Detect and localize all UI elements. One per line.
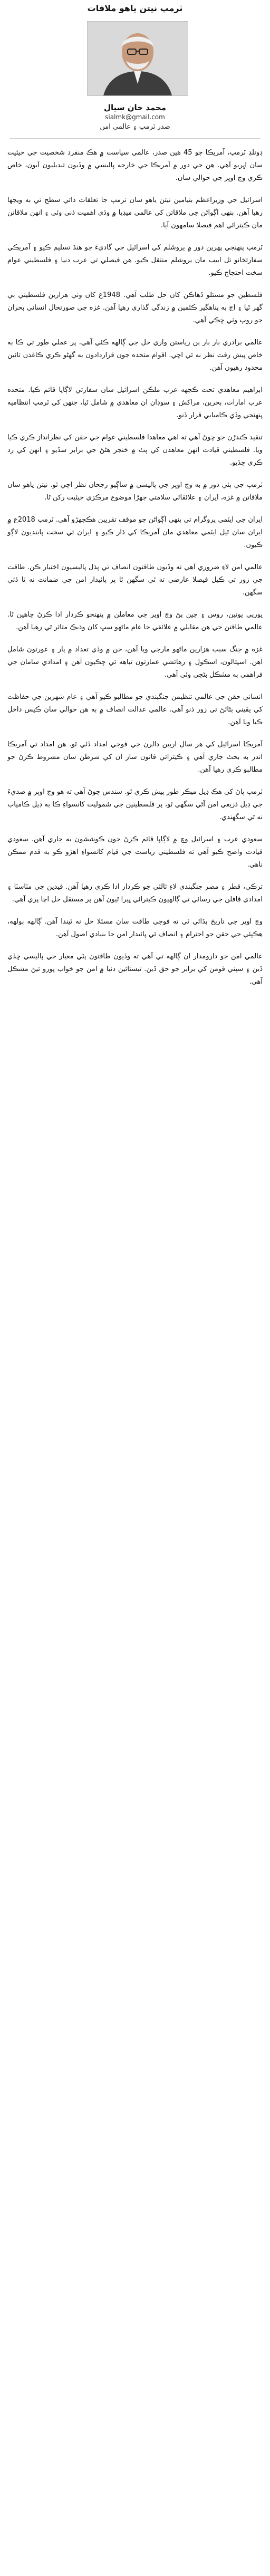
article-paragraph: عالمي امن جو دارومدار ان ڳالهه تي آهي ته وڏيون طاقتون ٻٽي معيار جي پاليسي ڇڏي ڏين ۽ سڀني قومن کي برابر جو حق ڏين. تيستائين دنيا ۾ امن جو خواب پورو ٿيڻ مشڪل آهي.: [7, 953, 263, 986]
article-header: [0, 0, 270, 153]
article-paragraph: آمريڪا اسرائيل کي هر سال اربين ڊالرن جي فوجي امداد ڏئي ٿو. هن امداد تي آمريڪا اندر به بحث جاري آهي ۽ ڪيترائي قانون ساز ان کي شرطن سان مشروط ڪرڻ جو مطالبو ڪري رهيا آهن.: [7, 741, 263, 774]
article-paragraph: ٽرمپ پاڻ کي هڪ ڊيل ميڪر طور پيش ڪري ٿو. سندس چوڻ آهي ته هو وچ اوڀر ۾ صديءَ جي ڊيل ذريعي امن آڻي سگهي ٿو، پر فلسطينين جي شموليت کانسواءِ ڪا به ڊيل ڪامياب نه ٿي سگهندي.: [7, 788, 263, 821]
article-paragraph: انساني حقن جي عالمي تنظيمن جنگبندي جو مطالبو ڪيو آهي ۽ عام شهرين جي حفاظت کي يقيني بڻائڻ تي زور ڏنو آهي. عالمي عدالت انصاف ۾ به هن حوالي سان ڪيس داخل ڪيا ويا آهن.: [7, 693, 263, 726]
author-photo: [87, 21, 188, 96]
article-paragraph: سعودي عرب ۽ اسرائيل وچ ۾ لاڳاپا قائم ڪرڻ جون ڪوششون به جاري آهن. سعودي قيادت واضح ڪيو آهي ته فلسطيني رياست جي قيام کانسواءِ اهڙو ڪو به قدم ممڪن ناهي.: [7, 835, 263, 869]
article-paragraph: اسرائيل جي وزيراعظم بنيامين نيتن ياهو سان ٽرمپ جا تعلقات ذاتي سطح تي به ويجها رهيا آهن. ٻنهي اڳواڻن جي ملاقاتن کي عالمي ميڊيا ۾ وڏي اهميت ڏني وئي ۽ انهن ملاقاتن مان ڪيترائي اهم فيصلا سامهون آيا.: [7, 196, 263, 229]
article-subtitle: صدر ٽرمپ ۽ عالمي امن: [100, 123, 170, 131]
header-divider: [9, 138, 261, 139]
article-paragraph: فلسطين جو مسئلو ڏهاڪن کان حل طلب آهي. 1948ع کان وٺي هزارين فلسطيني بي گهر ٿيا ۽ اڄ به پناهگير ڪئمپن ۾ زندگي گذاري رهيا آهن. غزه جي صورتحال انساني بحران جو روپ وٺي چڪي آهي.: [7, 291, 263, 324]
author-name: محمد خان سيال: [103, 103, 167, 112]
article-paragraph: يورپي يونين، روس ۽ چين پڻ وچ اوڀر جي معاملن ۾ پنهنجو ڪردار ادا ڪرڻ چاهين ٿا. عالمي طاقتن جي هن مقابلي ۾ علائقي جا عام ماڻهو سڀ کان وڌيڪ متاثر ٿي رهيا آهن.: [7, 611, 263, 631]
author-portrait-image: [88, 22, 188, 95]
article-paragraph: غزه ۾ جنگ سبب هزارين ماڻهو مارجي ويا آهن، جن ۾ وڏي تعداد ۾ ٻار ۽ عورتون شامل آهن. اسپتالون، اسڪول ۽ رهائشي عمارتون تباهه ٿي چڪيون آهن ۽ امدادي سامان جي فراهمي به مشڪل بڻجي وئي آهي.: [7, 646, 263, 679]
article-paragraph: ايران جي ايٽمي پروگرام تي ٻنهي اڳواڻن جو موقف تقريبن هڪجهڙو آهي. ٽرمپ 2018ع ۾ ايران سان ٿيل ايٽمي معاهدي مان آمريڪا کي ڌار ڪيو ۽ ايران تي سخت پابنديون لاڳو ڪيون.: [7, 516, 263, 549]
article-paragraph: ترڪي، قطر ۽ مصر جنگبندي لاءِ ثالثي جو ڪردار ادا ڪري رهيا آهن. قيدين جي مٽاسٽا ۽ امدادي قافلن جي رسائي تي ڳالهيون ڪيترائي ڀيرا ٿيون آهن پر مستقل حل اڃا پري آهي.: [7, 883, 263, 903]
article-headline: ٽرمپ نيتن ياهو ملاقات: [87, 3, 183, 13]
author-email: sialmk@gmail.com: [105, 113, 165, 121]
article-body: [7, 147, 263, 2571]
article-paragraph: تنقيد ڪندڙن جو چوڻ آهي ته اهي معاهدا فلسطيني عوام جي حقن کي نظرانداز ڪري ڪيا ويا. فلسطيني قيادت انهن معاهدن کي پٺ ۾ خنجر هڻڻ جي برابر سڏيو ۽ انهن کي رد ڪري ڇڏيو.: [7, 434, 263, 467]
article-paragraph: عالمي برادري بار بار ٻن رياستن واري حل جي ڳالهه ڪئي آهي، پر عملي طور تي ڪا به خاص پيش رفت نظر نه ٿي اچي. اقوام متحده جون قراردادون به گهڻو ڪري ڪاغذن تائين محدود رهيون آهن.: [7, 339, 263, 372]
article-paragraph: وچ اوڀر جي تاريخ ٻڌائي ٿي ته فوجي طاقت سان مسئلا حل نه ٿيندا آهن. ڳالهه ٻولهه، هڪٻئي جي حقن جو احترام ۽ انصاف ئي پائيدار امن جا بنيادي اصول آهن.: [7, 918, 263, 938]
article-paragraph: ٽرمپ جي ٻئي دور ۾ به وچ اوڀر جي پاليسي ۾ ساڳيو رجحان نظر اچي ٿو. نيتن ياهو سان ملاقاتن ۾ غزه، ايران ۽ علائقائي سلامتي جهڙا موضوع مرڪزي حيثيت رکن ٿا.: [7, 481, 263, 502]
article-paragraph: ڊونلڊ ٽرمپ، آمريڪا جو 45 هين صدر، عالمي سياست ۾ هڪ منفرد شخصيت جي حيثيت سان اڀريو آهي. هن جي دور ۾ آمريڪا جي خارجه پاليسي ۾ وڏيون تبديليون آيون، خاص ڪري وچ اوڀر جي حوالي سان.: [7, 149, 263, 182]
article-paragraph: ٽرمپ پنهنجي پهرين دور ۾ يروشلم کي اسرائيل جي گاديءَ جو هنڌ تسليم ڪيو ۽ آمريڪي سفارتخانو تل ابيب مان يروشلم منتقل ڪيو. هن فيصلي تي عرب دنيا ۽ فلسطيني عوام سخت احتجاج ڪيو.: [7, 244, 263, 277]
article-paragraph: عالمي امن لاءِ ضروري آهي ته وڏيون طاقتون انصاف تي ٻڌل پاليسيون اختيار ڪن. طاقت جي زور تي ڪيل فيصلا عارضي ته ٿي سگهن ٿا پر پائيدار امن جي ضمانت نه ٿا ڏئي سگهن.: [7, 563, 263, 597]
article-paragraph: ابراهيم معاهدي تحت ڪجهه عرب ملڪن اسرائيل سان سفارتي لاڳاپا قائم ڪيا. متحده عرب امارات، بحرين، مراکش ۽ سوڊان ان معاهدي ۾ شامل ٿيا، جنهن کي ٽرمپ انتظاميه پنهنجي وڏي ڪاميابي قرار ڏنو.: [7, 386, 263, 419]
